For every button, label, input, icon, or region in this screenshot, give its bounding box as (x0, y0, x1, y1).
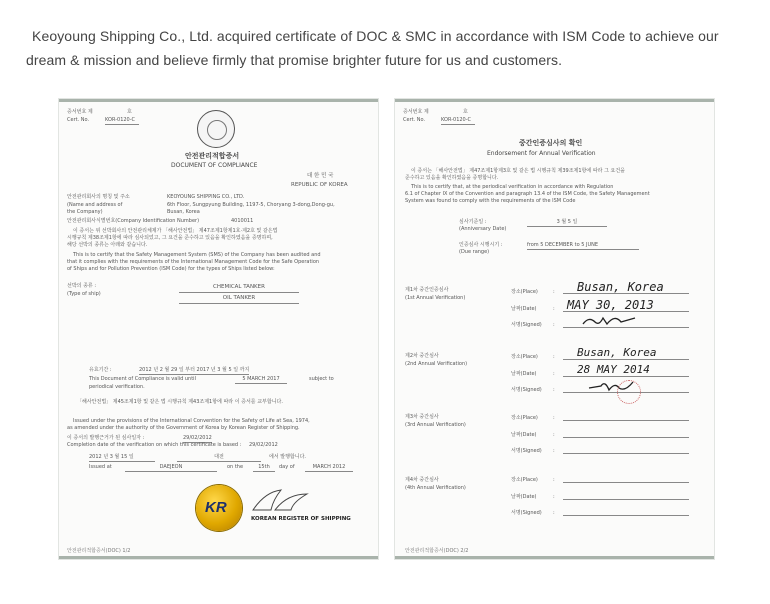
verif-2-date-label: 날짜(Date) (511, 371, 537, 377)
issued-2: as amended under the authority of the Government of Korea by Korean Register of Shipping. (67, 425, 300, 431)
doc-title-ko: 안전관리적합증서 (185, 152, 240, 160)
verif-2-place-label: 장소(Place) (511, 354, 538, 360)
issue-date-ko: 2012 년 3 월 15 일 (89, 454, 155, 462)
issued-at-label: Issued at (89, 464, 112, 470)
en-para-2: that it complies with the requirements of the International Management Code for the Safe Operation (67, 259, 320, 265)
due-range-value: from 5 DECEMBER to 5 JUNE (527, 242, 639, 250)
ko-para-1: 이 증서는 위 선박회사의 안전관리체제가 「해사안전법」 제47조제1항제1호·제2호 및 같은법 (73, 228, 278, 234)
audit-date-ko-value: 29/02/2012 (183, 435, 212, 441)
verif-1-place-label: 장소(Place) (511, 289, 538, 295)
issued-at-value: DAEJEON (125, 464, 217, 472)
en-para-1: This is to certify that the Safety Management System (SMS) of the Company has been audited and (73, 252, 321, 258)
endorsement-annual-verification: 증서번호 제 호 Cert. No. KOR-0120-C 중간인증심사의 확인 Endorsement for Annual Verification 이 증서는 「해사안전법」 제47조제1항제3호 및 같은 법 시행규칙 제39조제1항에 따라 그 요건을 준수하고 있음을 확인하였음을 증명합니다. This is to certify that, at the periodical verification in accordance with Regulation 6.1 of Chapter IX of the Convention and paragraph 13.4 of the ISM Code, the Safety Management System was found to comply with the requirements of the ISM Code 심사기준일 : (Anniversary Date) 3 월 5 일 인증심사 시행시기 : (Due range) from 5 DECEMBER to 5 JUNE 제1차 중간인증심사 (1st Annual Verification) 장소(Place) : Busan, Korea 날짜(Date) : MAY 30, 2013 서명(Signed) : 제2차 중간심사 (2nd Annual Verification) 장소(Place) : Busan, Korea 날짜(Date) : 28 MAY 2014 서명(Signed) : 제3차 중간심사 (3rd Annual Verification) 장소(Place) : 날짜(Date) : 서명(Signed) : 제4차 중간심사 (4th Annual Verification) 장소(Place) : 날짜(Date) : 서명(Signed) : 안전관리적합증서(DOC) 2/2 (395, 99, 714, 559)
doc-of-compliance (59, 99, 378, 559)
doc1-footer: 안전관리적합증서(DOC) 1/2 (67, 548, 131, 554)
cert-no-ko: 증서번호 제 (403, 109, 429, 115)
verif-2-signed-label: 서명(Signed) (511, 387, 542, 393)
anniv-value: 3 월 5 일 (527, 219, 607, 227)
valid-en-3: periodical verification. (89, 384, 145, 390)
audit-date-en: Completion date of the verification on which this certificate is based : (67, 442, 242, 448)
audit-date-ko: 이 증서의 발행근거가 된 심사일자 : (67, 435, 145, 441)
company-address-1: 6th Floor, Sungpyung Building, 1197-5, Choryang 3-dong,Dong-gu, (167, 202, 335, 208)
cert-no-ho: 호 (127, 109, 132, 115)
audit-date-en-value: 29/02/2012 (249, 442, 278, 448)
verif-4-signed-label: 서명(Signed) (511, 510, 542, 516)
anniv-label: 심사기준일 : (459, 219, 487, 225)
korea-seal-icon (197, 110, 235, 148)
intro-line-1: Keoyoung Shipping Co., Ltd. acquired certificate of DOC & SMC in accordance with ISM Code to achieve our (32, 28, 719, 44)
validity-label: 유효기간 : (89, 367, 112, 373)
doc2-footer: 안전관리적합증서(DOC) 2/2 (405, 548, 469, 554)
verif-1-label-en: (1st Annual Verification) (405, 295, 466, 301)
cert-no-value: KOR-0120-C (441, 117, 475, 125)
country-en: REPUBLIC OF KOREA (291, 182, 348, 188)
verif-3-label-ko: 제3차 중간심사 (405, 414, 439, 420)
ship-type-label-ko: 선박의 종류 : (67, 283, 97, 289)
ship-type-2: OIL TANKER (179, 295, 299, 304)
day-value: 15th (253, 464, 275, 472)
ko-para-1: 이 증서는 「해사안전법」 제47조제1항제3호 및 같은 법 시행규칙 제39조제1항에 따라 그 요건을 (411, 168, 625, 174)
endorse-title-en: Endorsement for Annual Verification (487, 150, 596, 157)
verif-4-label-ko: 제4차 중간심사 (405, 477, 439, 483)
verif-2-stamp-icon (617, 380, 641, 404)
month-value: MARCH 2012 (305, 464, 353, 472)
valid-en-2: subject to (309, 376, 334, 382)
verif-3-place-label: 장소(Place) (511, 415, 538, 421)
cert-no-label: Cert. No. (403, 117, 426, 123)
company-label-ko: 안전관리회사의 명칭 및 주소 (67, 194, 130, 200)
intro-text (26, 24, 750, 72)
verif-1-place-value: Busan, Korea (577, 280, 664, 294)
country-ko: 대 한 민 국 (307, 173, 334, 179)
verif-3-label-en: (3rd Annual Verification) (405, 422, 466, 428)
kr-logo-text: KR (205, 499, 227, 516)
company-name: KEOYOUNG SHIPPING CO., LTD. (167, 194, 245, 200)
law-note: 「해사안전법」 제45조제1항 및 같은 법 시행규칙 제43조제1항에 따라 이 증서를 교부합니다. (77, 399, 283, 405)
verif-2-date-value: 28 MAY 2014 (577, 363, 650, 376)
issue-place-ko: 대전 (177, 454, 261, 462)
verif-4-place-label: 장소(Place) (511, 477, 538, 483)
cert-no-ho: 호 (463, 109, 468, 115)
issue-suffix-ko: 에서 발행합니다. (269, 454, 306, 460)
verif-3-place-value (563, 408, 689, 421)
company-label-en: (Name and address of the Company) (67, 202, 123, 215)
on-the: on the (227, 464, 244, 470)
cert-no-label: Cert. No. (67, 117, 90, 123)
endorse-title-ko: 중간인증심사의 확인 (519, 139, 583, 147)
intro-line-2: dream & mission and believe firmly that promise brighter future for us and customers. (26, 52, 563, 68)
en-para-3: System was found to comply with the requirements of the ISM Code (405, 198, 576, 204)
kr-name: KOREAN REGISTER OF SHIPPING (251, 516, 351, 522)
anniv-label-en: (Anniversary Date) (459, 226, 507, 232)
company-id-value: 4010011 (231, 218, 254, 224)
due-range-label: 인증심사 시행시기 : (459, 242, 503, 248)
doc-title-en: DOCUMENT OF COMPLIANCE (171, 162, 258, 169)
verif-1-signature-icon (581, 312, 637, 328)
company-address-2: Busan, Korea (167, 209, 200, 215)
en-para-1: This is to certify that, at the periodical verification in accordance with Regulation (411, 184, 614, 190)
verif-2-place-value: Busan, Korea (577, 346, 657, 359)
verif-2-label-en: (2nd Annual Verification) (405, 361, 468, 367)
kr-logo-icon (196, 485, 242, 531)
due-range-label-en: (Due range) (459, 249, 490, 255)
ship-type-label-en: (Type of ship) (67, 291, 101, 297)
ko-para-2: 준수하고 있음을 확인하였음을 증명합니다. (405, 175, 499, 181)
valid-until: 5 MARCH 2017 (235, 376, 287, 384)
verif-1-date-value: MAY 30, 2013 (567, 298, 654, 312)
verif-3-date-label: 날짜(Date) (511, 432, 537, 438)
verif-3-date-value (563, 425, 689, 438)
cert-no-ko: 증서번호 제 (67, 109, 93, 115)
ko-para-3: 해당 선박의 종류는 아래와 같습니다. (67, 242, 148, 248)
verif-4-date-value (563, 487, 689, 500)
verif-2-label-ko: 제2차 중간심사 (405, 353, 439, 359)
verif-1-label-ko: 제1차 중간인증심사 (405, 287, 449, 293)
verif-3-signed-label: 서명(Signed) (511, 448, 542, 454)
ship-type-1: CHEMICAL TANKER (179, 284, 299, 293)
valid-en-1: This Document of Compliance is valid until (89, 376, 196, 382)
ko-para-2: 시행규칙 제38조제1항에 따라 심사되었고, 그 요건을 준수하고 있음을 확인하였음을 증명하며, (67, 235, 273, 241)
verif-4-place-value (563, 470, 689, 483)
verif-4-date-label: 날짜(Date) (511, 494, 537, 500)
issued-1: Issued under the provisions of the International Convention for the Safety of Life at Sea, 1974, (73, 418, 310, 424)
verif-4-label-en: (4th Annual Verification) (405, 485, 466, 491)
verif-1-signed-label: 서명(Signed) (511, 322, 542, 328)
verif-1-date-label: 날짜(Date) (511, 306, 537, 312)
validity-value: 2012 년 2 월 29 일 부터 2017 년 3 월 5 일 까지 (139, 367, 250, 373)
en-para-2: 6.1 of Chapter IX of the Convention and paragraph 13.4 of the ISM Code, the Safety Management (405, 191, 650, 197)
cert-no-value: KOR-0120-C (105, 117, 139, 125)
company-id-label: 안전관리회사식별번호(Company Identification Number) (67, 218, 200, 224)
day-of: day of (279, 464, 295, 470)
en-para-3: of Ships and for Pollution Prevention (ISM Code) for the types of Ships listed below: (67, 266, 275, 272)
kr-ship-mark-icon (251, 488, 311, 514)
